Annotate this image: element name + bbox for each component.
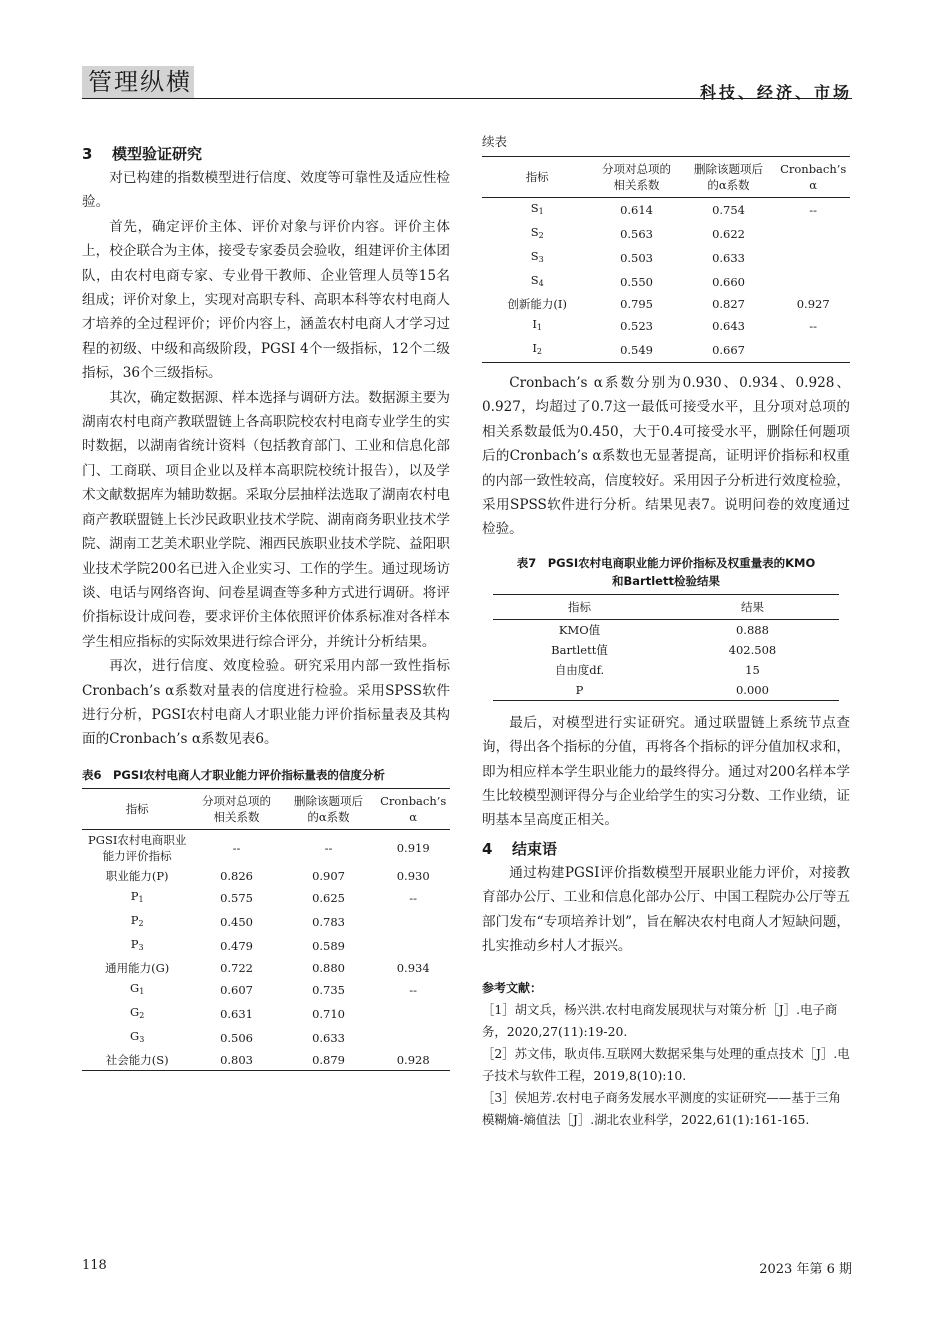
table-cell: 0.622 bbox=[712, 227, 745, 241]
table-cell: 0.826 bbox=[220, 868, 254, 883]
table-row bbox=[82, 934, 450, 958]
right-column bbox=[482, 132, 850, 1131]
table-header-cell: 指标 bbox=[125, 801, 149, 816]
table-row bbox=[82, 958, 450, 978]
table-header-cell: 删除该题项后 的α系数 bbox=[294, 793, 364, 824]
table-cell: 0.710 bbox=[312, 1006, 345, 1021]
table-cell: 0.667 bbox=[712, 343, 745, 357]
table-cell bbox=[776, 338, 850, 363]
table-cell: 0.589 bbox=[312, 938, 345, 953]
table6 bbox=[82, 788, 450, 1071]
table-header-cell: 指标 bbox=[568, 599, 591, 614]
table-cell: 402.508 bbox=[728, 642, 777, 657]
table-cell: 0.930 bbox=[396, 868, 430, 883]
table-cell: -- bbox=[409, 982, 418, 997]
table-cell: 0.907 bbox=[312, 868, 345, 883]
table-header-cell: 分项对总项的 相关系数 bbox=[202, 793, 272, 824]
table-cell: -- bbox=[409, 890, 418, 905]
table-cell: 0.827 bbox=[712, 297, 745, 311]
table-cell: 0.888 bbox=[735, 622, 769, 637]
reference-item: ［3］侯旭芳.农村电子商务发展水平测度的实证研究——基于三角模糊熵-熵值法［J］.湖北农业科学，2022,61(1):161-165. bbox=[482, 1089, 841, 1127]
table-cell: 自由度df. bbox=[554, 662, 605, 677]
table6-cont-caption: 续表 bbox=[482, 134, 508, 149]
table-row bbox=[482, 314, 850, 338]
paragraph: 通过构建PGSI评价指数模型开展职业能力评价，对接教育部办公厅、工业和信息化部办公厅、中国工程院办公厅等五部门发布“专项培养计划”，旨在解决农村电商人才短缺问题，扎实推动乡村人才振兴。 bbox=[482, 864, 850, 955]
table-cell: $I_2$ bbox=[532, 341, 543, 356]
table-cell: 0.643 bbox=[712, 319, 745, 333]
table-cell: $G_3$ bbox=[130, 1028, 145, 1044]
section-3-heading: 3 模型验证研究 bbox=[82, 145, 203, 163]
table7-caption: 表7 PGSI农村电商职业能力评价指标及权重量表的KMO 和Bartlett检验结果 bbox=[516, 555, 816, 588]
table-cell: 0.549 bbox=[620, 343, 654, 357]
table-cell: 0.735 bbox=[312, 982, 345, 997]
table-cell: 0.919 bbox=[396, 840, 430, 855]
table-header-cell: Cronbach’s α bbox=[780, 162, 847, 192]
table-cell: 创新能力(I) bbox=[507, 297, 567, 311]
table-row bbox=[82, 829, 450, 866]
table-cell: 0.550 bbox=[620, 275, 654, 289]
table-cell: 0.880 bbox=[312, 960, 345, 975]
references-title: 参考文献： bbox=[482, 980, 543, 995]
paragraph: 对已构建的指数模型进行信度、效度等可靠性及适应性检验。 bbox=[82, 170, 450, 211]
table-header-cell: 删除该题项后 的α系数 bbox=[694, 162, 764, 192]
section-4-heading: 4 结束语 bbox=[482, 839, 558, 858]
table-cell: $G_2$ bbox=[130, 1004, 145, 1020]
table-row bbox=[482, 270, 850, 294]
table7 bbox=[493, 594, 839, 701]
table-cell: 0.633 bbox=[312, 1030, 345, 1045]
table-cell: 15 bbox=[745, 662, 760, 677]
references bbox=[482, 977, 850, 1131]
paragraph: 首先，确定评价主体、评价对象与评价内容。评价主体上，校企联合为主体，接受专家委员会验收，组建评价主体团队，由农村电商专家、专业骨干教师、企业管理人员等15名组成；评价对象上，实现对高职专科、高职本科等农村电商人才培养的全过程评价；评价内容上，涵盖农村电商人才学习过程的初级、中级和高级阶段，PGSI 4个一级指标，12个二级指标，36个三级指标。 bbox=[82, 218, 450, 382]
table-row bbox=[82, 1050, 450, 1071]
journal-name: 科技、经济、市场 bbox=[699, 83, 852, 102]
table-cell bbox=[776, 246, 850, 270]
table-row bbox=[493, 680, 839, 701]
table-cell: 0.625 bbox=[312, 890, 345, 905]
table-cell: 0.503 bbox=[620, 251, 654, 265]
table-cell: -- bbox=[232, 840, 241, 855]
table-cell: 0.754 bbox=[712, 203, 745, 217]
table-row bbox=[482, 338, 850, 363]
table-row bbox=[82, 866, 450, 886]
table-cell: 通用能力(G) bbox=[105, 960, 170, 975]
table-cell bbox=[376, 1002, 450, 1026]
table-row bbox=[493, 640, 839, 660]
table-cell: 0.783 bbox=[312, 914, 345, 929]
table-cell: 0.607 bbox=[220, 982, 254, 997]
issue-label: 2023 年第 6 期 bbox=[759, 1262, 852, 1277]
table-cell: $I_1$ bbox=[532, 317, 543, 332]
table-cell bbox=[376, 934, 450, 958]
table-cell: PGSI农村电商职业能力评价指标 bbox=[88, 832, 187, 863]
table-cell: $S_2$ bbox=[530, 225, 544, 240]
table-cell: 0.479 bbox=[220, 938, 254, 953]
table-row bbox=[482, 294, 850, 314]
table-cell: 0.934 bbox=[396, 960, 430, 975]
table-cell: $P_1$ bbox=[130, 888, 144, 904]
table-cell: 0.523 bbox=[620, 319, 654, 333]
table-cell: -- bbox=[809, 203, 818, 217]
table-cell: Bartlett值 bbox=[551, 642, 608, 657]
table-cell: 0.928 bbox=[396, 1052, 430, 1067]
table-cell bbox=[376, 910, 450, 934]
table-cell: 0.660 bbox=[712, 275, 745, 289]
reference-item: ［1］胡文兵，杨兴洪.农村电商发展现状与对策分析［J］.电子商务，2020,27(11):19-20. bbox=[482, 1001, 838, 1039]
table-cell: 社会能力(S) bbox=[105, 1052, 169, 1067]
table-cell bbox=[376, 1026, 450, 1050]
table-cell: $S_1$ bbox=[530, 201, 544, 216]
table-cell: 0.795 bbox=[620, 297, 654, 311]
table-cell: P bbox=[575, 682, 584, 697]
table-cell: 0.927 bbox=[796, 297, 830, 311]
table-row bbox=[493, 660, 839, 680]
table-row bbox=[482, 246, 850, 270]
table-row bbox=[82, 1002, 450, 1026]
table-cell: 0.631 bbox=[220, 1006, 254, 1021]
table-cell: 0.575 bbox=[220, 890, 254, 905]
table6-caption: 表6 PGSI农村电商人才职业能力评价指标量表的信度分析 bbox=[82, 767, 385, 782]
table-cell bbox=[776, 270, 850, 294]
table-row bbox=[82, 978, 450, 1002]
column-tab: 管理纵横 bbox=[82, 66, 194, 99]
table-cell: $S_4$ bbox=[530, 273, 544, 288]
table-row bbox=[493, 619, 839, 640]
table-cell: $P_2$ bbox=[130, 912, 144, 928]
table-cell: 0.563 bbox=[620, 227, 654, 241]
paragraph: 最后，对模型进行实证研究。通过联盟链上系统节点查询，得出各个指标的分值，再将各个指标的评分值加权求和，即为相应样本学生职业能力的最终得分。通过对200名样本学生比较模型测评得分与企业给学生的实习分数、工作业绩，证明基本呈高度正相关。 bbox=[482, 714, 850, 829]
table-cell: $S_3$ bbox=[530, 249, 544, 264]
left-column bbox=[82, 132, 450, 1071]
table-cell: 0.506 bbox=[220, 1030, 254, 1045]
table-cell: 0.722 bbox=[220, 960, 254, 975]
table-row bbox=[82, 1026, 450, 1050]
table-cell: -- bbox=[324, 840, 333, 855]
table-cell: -- bbox=[809, 319, 818, 333]
table-header-cell: Cronbach’s α bbox=[380, 793, 447, 824]
paragraph: Cronbach’s α系数分别为0.930、0.934、0.928、0.927，均超过了0.7这一最低可接受水平，且分项对总项的相关系数最低为0.450，大于0.4可接受水平，删除任何题项后的Cronbach’s α系数也无显著提高，证明评价指标和权重的内部一致性较高，信度较好。采用因子分析进行效度检验，采用SPSS软件进行分析。结果见表7。说明问卷的效度通过检验。 bbox=[482, 375, 850, 538]
table-cell: 职业能力(P) bbox=[105, 868, 169, 883]
table-row bbox=[482, 222, 850, 246]
paragraph: 其次，确定数据源、样本选择与调研方法。数据源主要为湖南农村电商产教联盟链上各高职院校农村电商专业学生的实时数据，以湖南省统计资料（包括教育部门、工业和信息化部门、工商联、项目企业以及样本高职院校统计报告），以及学术文献数据库为辅助数据。采取分层抽样法选取了湖南农村电商产教联盟链上长沙民政职业技术学院、湖南商务职业技术学院、湖南工艺美术职业学院、湘西民族职业技术学院、益阳职业技术学院200名已进入企业实习、工作的学生。通过现场访谈、电话与网络咨询、问卷星调查等多种方式进行调研。将评价指标设计成问卷，要求评价主体依照评价体系标准对各样本学生相应指标的实际效果进行综合评分，并统计分析结果。 bbox=[82, 389, 450, 650]
reference-item: ［2］苏文伟，耿贞伟.互联网大数据采集与处理的重点技术［J］.电子技术与软件工程，2019,8(10):10. bbox=[482, 1045, 850, 1083]
table-cell: KMO值 bbox=[558, 622, 601, 637]
table-cell: $P_3$ bbox=[130, 936, 144, 952]
table-header-cell: 指标 bbox=[525, 170, 549, 184]
table-row bbox=[82, 910, 450, 934]
table-cell: 0.614 bbox=[620, 203, 654, 217]
table-row bbox=[482, 198, 850, 223]
table-cell: 0.450 bbox=[220, 914, 254, 929]
table-cell: 0.803 bbox=[220, 1052, 254, 1067]
table-cell: 0.000 bbox=[735, 682, 769, 697]
table6-continued bbox=[482, 156, 850, 363]
table-header-cell: 分项对总项的 相关系数 bbox=[602, 162, 672, 192]
paragraph: 再次，进行信度、效度检验。研究采用内部一致性指标Cronbach’s α系数对量表的信度进行检验。采用SPSS软件进行分析，PGSI农村电商人才职业能力评价指标量表及其构面的Cronbach’s α系数见表6。 bbox=[82, 658, 450, 748]
table-cell: 0.633 bbox=[712, 251, 745, 265]
table-row bbox=[82, 886, 450, 910]
table-header-cell: 结果 bbox=[740, 599, 764, 614]
table-cell bbox=[776, 222, 850, 246]
table-cell: 0.879 bbox=[312, 1052, 345, 1067]
table-cell: $G_1$ bbox=[130, 980, 145, 996]
page-number: 118 bbox=[82, 1258, 107, 1273]
